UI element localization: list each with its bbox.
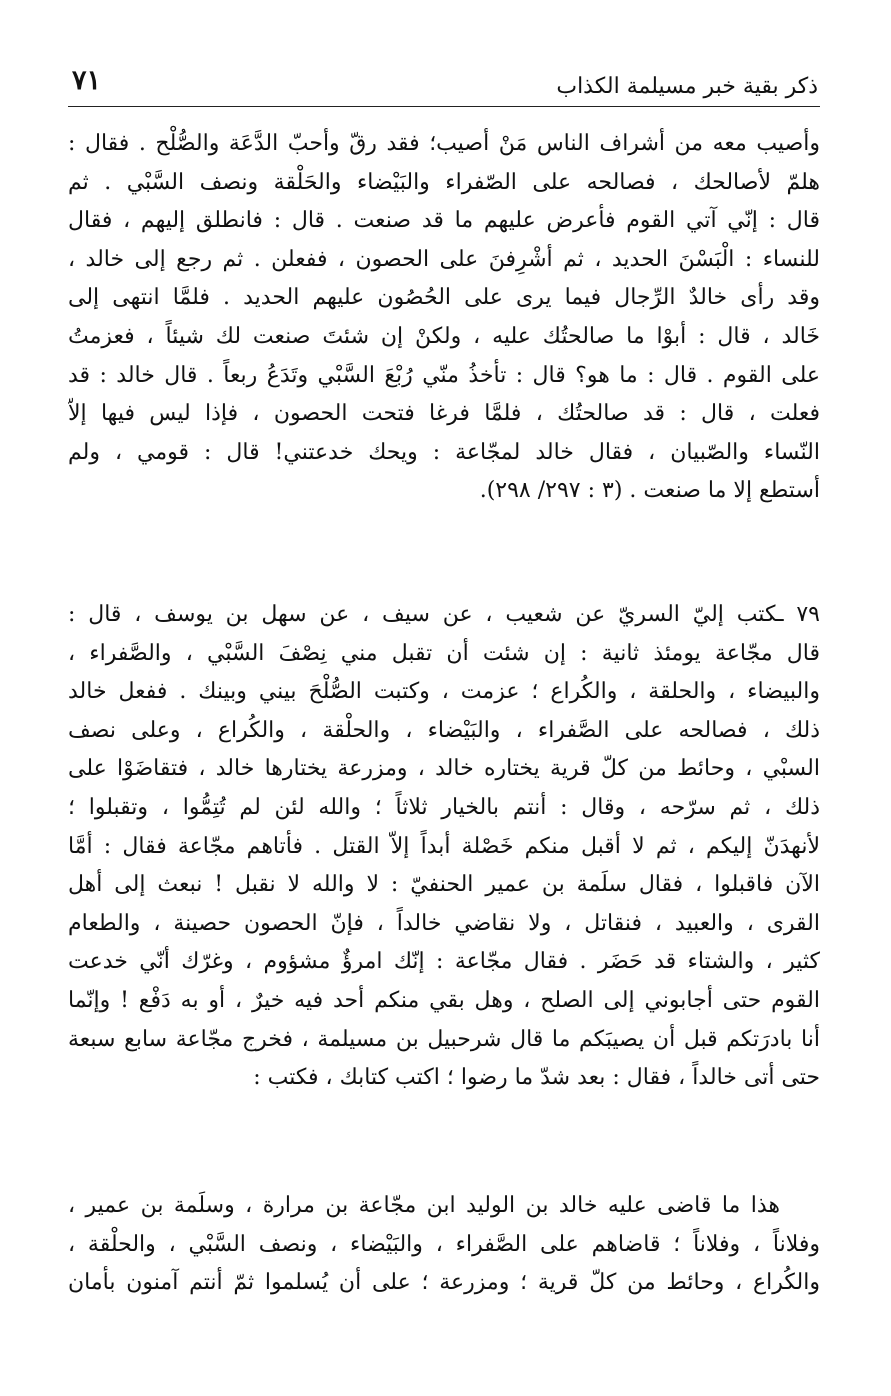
text-line: للنساء : الْبَسْنَ الحديد ، ثم أشْرِفنَ على الحصون ، ففعلن . ثم رجع إلى خالد ، (68, 246, 820, 272)
paragraph-2 (68, 596, 820, 1098)
header-rule (68, 106, 820, 107)
text-line: الآن فاقبلوا ، فقال سلَمة بن عمير الحنفيّ : لا والله لا نقبل ! نبعث إلى أهل (68, 872, 820, 898)
paragraph-3 (68, 1187, 820, 1303)
text-line: خَالد ، قال : أبوْا ما صالحتُك عليه ، ولكنْ إن شئتَ صنعت لك شيئاً ، فعزمتُ (68, 323, 820, 349)
text-line: أنا بادرَتكم قبل أن يصيبَكم ما قال شرحبيل بن مسيلمة ، فخرج مجّاعة سابع سبعة (68, 1026, 820, 1052)
text-line: كثير ، والشتاء قد حَضَر . فقال مجّاعة : إنّك امرؤٌ مشؤوم ، وغرّك أنّي خدعت (68, 949, 820, 975)
text-line: حتى أتى خالداً ، فقال : بعد شدّ ما رضوا ؛ اكتب كتابك ، فكتب : (253, 1065, 820, 1091)
running-header (68, 62, 820, 102)
text-line: فعلت ، قال : قد صالحتُك ، فلمَّا فرغا فتحت الحصون ، فإذا ليس فيها إلاّ (68, 401, 820, 427)
text-line: وأصيب معه من أشراف الناس مَنْ أصيب؛ فقد رقّ وأحبّ الدَّعَة والصُّلْح . فقال : (68, 131, 820, 156)
page-number: ٧١ (72, 65, 102, 96)
text-line: على القوم . قال : ما هو؟ قال : تأخذُ منّي رُبْعَ السَّبْي وتَدَعُ ربعاً . قال خالد : قد (68, 362, 820, 388)
text-line: هذا ما قاضى عليه خالد بن الوليد ابن مجّاعة بن مرارة ، وسلَمة بن عمير ، (68, 1193, 780, 1218)
text-line: هلمّ لأصالحك ، فصالحه على الصّفراء والبَيْضاء والحَلْقة ونصف السَّبْي . ثم (68, 169, 820, 195)
text-line: لأنهدَنّ إليكم ، ثم لا أقبل منكم خَصْلة أبداً إلاّ القتل . فأتاهم مجّاعة فقال : أمَّا (68, 833, 820, 859)
text-line: ذلك ، ثم سرّحه ، وقال : أنتم بالخيار ثلاثاً ؛ والله لئن لم تُتِمُّوا ، وتقبلوا ؛ (68, 794, 820, 820)
text-line: النّساء والصّبيان ، فقال خالد لمجّاعة : ويحك خدعتني! قال : قومي ، ولم (68, 439, 820, 465)
text-line: ٧٩ ـكتب إليّ السريّ عن شعيب ، عن سيف ، عن سهل بن يوسف ، قال : (68, 602, 820, 627)
text-line: القرى ، والعبيد ، فنقاتل ، ولا نقاضي خالداً ، فإنّ الحصون حصينة ، والطعام (68, 910, 820, 936)
text-line: القوم حتى أجابوني إلى الصلح ، وهل بقي منكم أحد فيه خيرٌ ، أو به دَفْع ! وإنّما (68, 987, 820, 1013)
running-header-title: ذكر بقية خبر مسيلمة الكذاب (556, 74, 818, 99)
text-line: قال : إنّي آتي القوم فأعرض عليهم ما قد صنعت . قال : فانطلق إليهم ، فقال (68, 208, 820, 234)
text-line: والبيضاء ، والحلقة ، والكُراع ؛ عزمت ، وكتبت الصُّلْحَ بيني وبينك . ففعل خالد (68, 679, 820, 705)
text-line: وقد رأى خالدٌ الرِّجال فيما يرى على الحُصُون عليهم الحديد . فلمَّا انتهى إلى (68, 285, 820, 311)
text-line: ذلك ، فصالحه على الصَّفراء ، والبَيْضاء ، والحلْقة ، والكُراع ، وعلى نصف (68, 717, 820, 743)
text-line: قال مجّاعة يومئذ ثانية : إن شئت أن تقبل مني نِصْفَ السَّبْي ، والصَّفراء ، (68, 640, 820, 666)
paragraph-1 (68, 125, 820, 511)
text-line: أستطع إلا ما صنعت . (٣ : ٢٩٧/ ٢٩٨). (479, 478, 820, 504)
text-line: وفلاناً ، وفلاناً ؛ قاضاهم على الصَّفراء ، والبَيْضاء ، ونصف السَّبْي ، والحلْقة ، (68, 1231, 820, 1257)
text-line: السبْي ، وحائط من كلّ قرية يختاره خالد ، ومزرعة يختارها خالد ، فتقاضَوْا على (68, 756, 820, 782)
text-line: والكُراع ، وحائط من كلّ قرية ؛ ومزرعة ؛ على أن يُسلموا ثمّ أنتم آمنون بأمان (68, 1270, 820, 1296)
